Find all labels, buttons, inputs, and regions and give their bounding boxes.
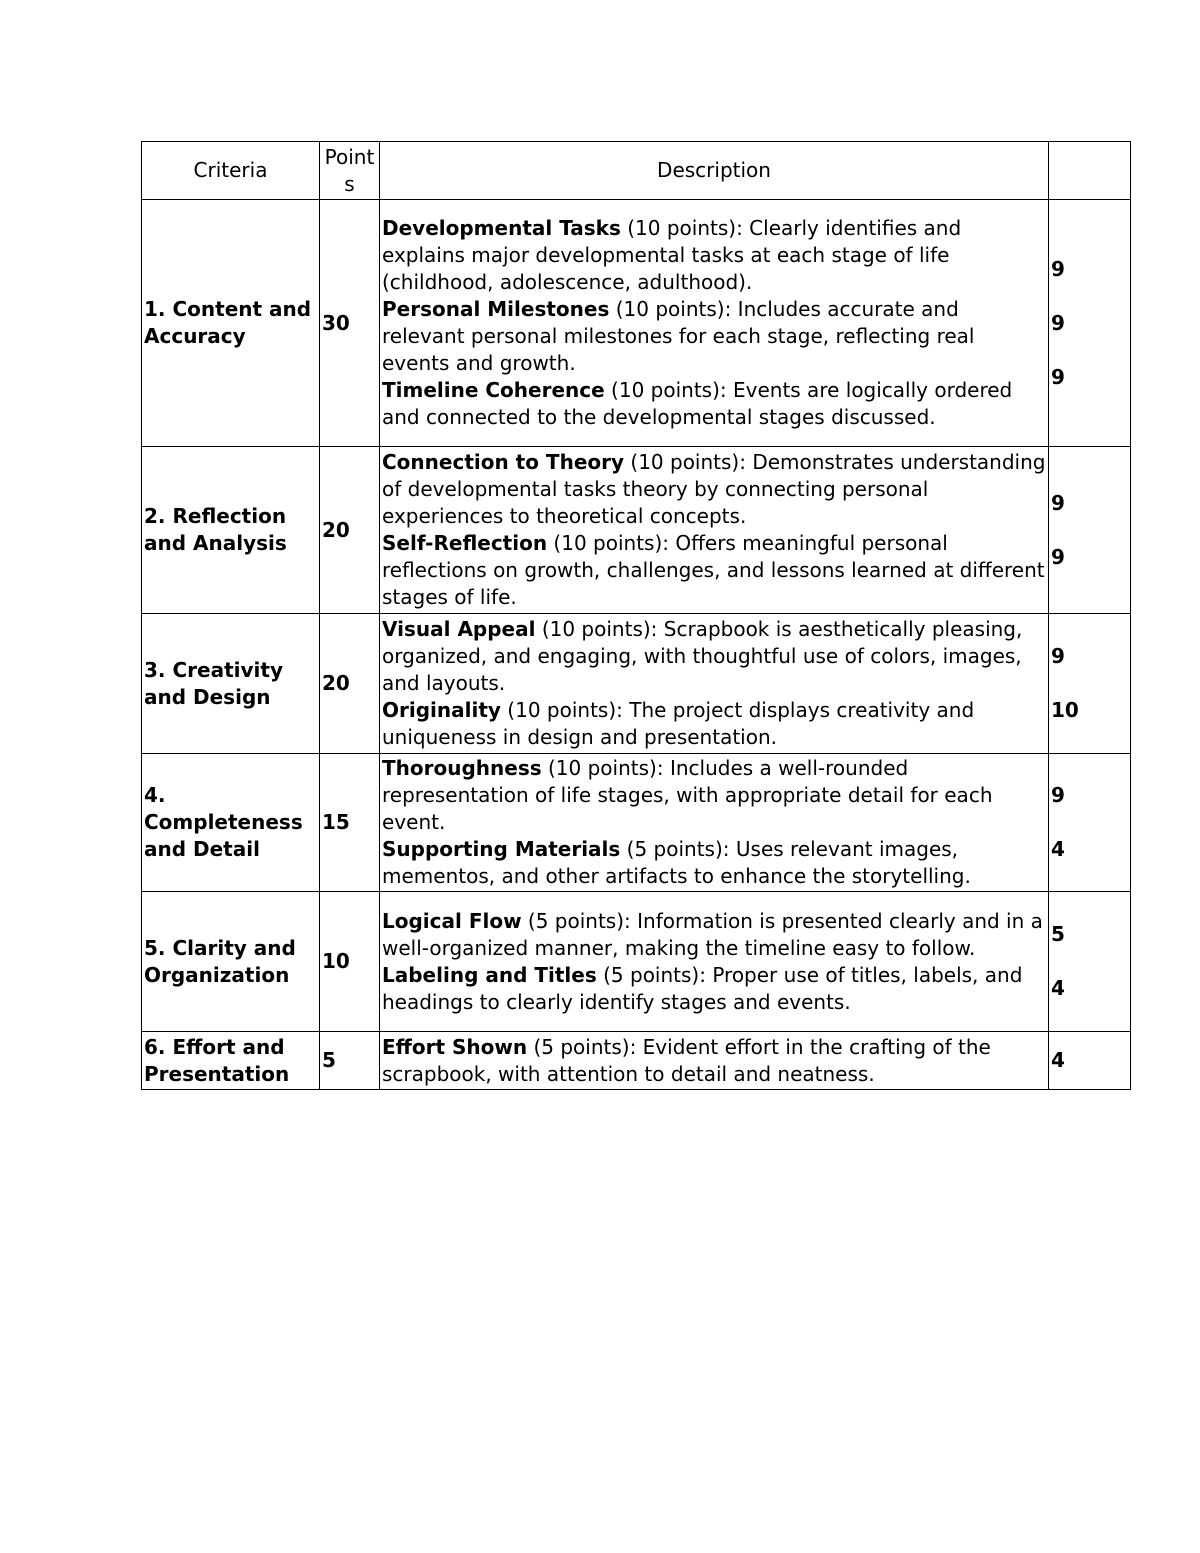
points-cell: 20 — [320, 614, 380, 754]
description-item — [382, 449, 1046, 530]
description-item — [382, 616, 1046, 697]
score-spacer — [1051, 283, 1128, 310]
item-weight: (10 points) — [535, 617, 651, 641]
table-row — [142, 447, 1131, 614]
description-cell — [380, 200, 1049, 447]
description-item — [382, 755, 1046, 836]
item-title: Connection to Theory — [382, 450, 625, 474]
points-cell: 30 — [320, 200, 380, 447]
score-cell — [1049, 1032, 1131, 1090]
item-text: : Proper use of titles, labels, and headings to clearly identify stages and events. — [382, 962, 1023, 1014]
item-title: Timeline Coherence — [382, 378, 605, 402]
item-text: : Scrapbook is aesthetically pleasing, organized, and engaging, with thoughtful use of colors, images, and layouts. — [382, 617, 1023, 695]
score-spacer — [1051, 337, 1128, 364]
item-text: : Uses relevant images, mementos, and other artifacts to enhance the storytelling. — [382, 837, 971, 888]
item-weight: (5 points) — [620, 837, 723, 861]
item-text: : Information is presented clearly and in a well-organized manner, making the timeline easy to follow. — [382, 908, 1043, 960]
item-weight: (5 points) — [596, 962, 700, 987]
description-item — [382, 296, 1046, 377]
item-weight: (10 points) — [609, 297, 725, 321]
score-value: 9 — [1051, 310, 1065, 335]
points-cell: 10 — [320, 892, 380, 1032]
item-text: : Clearly identifies and explains major developmental tasks at each stage of life (childhood, adolescence, adulthood). — [382, 216, 962, 294]
description-item — [382, 377, 1046, 431]
table-row — [142, 892, 1131, 1032]
item-weight: (5 points) — [527, 1034, 630, 1059]
criteria-cell: 1. Content and Accuracy — [142, 200, 320, 447]
table-row — [142, 200, 1131, 447]
item-weight: (10 points) — [604, 378, 720, 402]
header-description: Description — [380, 142, 1049, 200]
score-value: 4 — [1051, 837, 1065, 861]
item-text: : Includes a well-rounded representation of life stages, with appropriate detail for each event. — [382, 756, 993, 834]
item-title: Logical Flow — [382, 908, 522, 933]
criteria-cell: 5. Clarity and Organization — [142, 892, 320, 1032]
description-item — [382, 697, 1046, 751]
score-value: 9 — [1051, 644, 1065, 668]
item-title: Effort Shown — [382, 1034, 528, 1059]
score-cell — [1049, 892, 1131, 1032]
table-row — [142, 754, 1131, 892]
points-cell: 20 — [320, 447, 380, 614]
item-title: Self-Reflection — [382, 531, 548, 555]
item-text: : Evident effort in the crafting of the scrapbook, with attention to detail and neatness. — [382, 1034, 991, 1086]
description-item — [382, 962, 1046, 1016]
table-row — [142, 614, 1131, 754]
item-title: Personal Milestones — [382, 297, 610, 321]
score-spacer — [1051, 809, 1128, 836]
score-cell — [1049, 614, 1131, 754]
points-cell: 5 — [320, 1032, 380, 1090]
item-weight: (10 points) — [624, 450, 740, 474]
score-spacer — [1051, 948, 1128, 975]
item-text: : Includes accurate and relevant personal milestones for each stage, reflecting real events and growth. — [382, 297, 975, 375]
score-cell — [1049, 754, 1131, 892]
item-title: Originality — [382, 698, 501, 722]
item-title: Developmental Tasks — [382, 216, 621, 240]
score-value: 9 — [1051, 490, 1065, 515]
score-value: 5 — [1051, 922, 1065, 946]
header-score — [1049, 142, 1131, 200]
score-value: 9 — [1051, 256, 1065, 281]
table-row — [142, 1032, 1131, 1090]
item-text: : Events are logically ordered and connected to the developmental stages discussed. — [382, 378, 1013, 429]
item-title: Labeling and Titles — [382, 962, 597, 987]
item-title: Thoroughness — [382, 756, 542, 780]
description-item — [382, 836, 1046, 890]
score-spacer — [1051, 670, 1128, 697]
description-item — [382, 530, 1046, 611]
item-title: Supporting Materials — [382, 837, 621, 861]
description-cell — [380, 892, 1049, 1032]
description-cell — [380, 447, 1049, 614]
description-cell — [380, 1032, 1049, 1090]
description-cell — [380, 614, 1049, 754]
score-value: 10 — [1051, 698, 1079, 722]
score-value: 4 — [1051, 1048, 1065, 1072]
item-title: Visual Appeal — [382, 617, 536, 641]
criteria-cell: 6. Effort and Presentation — [142, 1032, 320, 1090]
score-spacer — [1051, 517, 1128, 544]
item-weight: (10 points) — [620, 216, 737, 240]
header-row — [142, 142, 1131, 200]
criteria-cell: 4. Completeness and Detail — [142, 754, 320, 892]
item-weight: (10 points) — [500, 698, 617, 722]
description-item — [382, 215, 1046, 296]
description-cell — [380, 754, 1049, 892]
header-criteria: Criteria — [142, 142, 320, 200]
item-weight: (5 points) — [521, 908, 625, 933]
score-value: 9 — [1051, 364, 1065, 389]
score-value: 4 — [1051, 976, 1065, 1000]
criteria-cell: 3. Creativity and Design — [142, 614, 320, 754]
rubric-table — [141, 141, 1131, 1090]
item-weight: (10 points) — [547, 531, 663, 555]
description-item — [382, 1034, 1046, 1088]
score-value: 9 — [1051, 783, 1065, 807]
item-text: : Demonstrates understanding of developmental tasks theory by connecting personal experiences to theoretical concepts. — [382, 450, 1046, 528]
description-item — [382, 908, 1046, 962]
points-cell: 15 — [320, 754, 380, 892]
score-value: 9 — [1051, 544, 1065, 569]
score-cell — [1049, 200, 1131, 447]
item-text: : Offers meaningful personal reflections on growth, challenges, and lessons learned at different stages of life. — [382, 531, 1045, 609]
item-text: : The project displays creativity and uniqueness in design and presentation. — [382, 698, 975, 749]
criteria-cell: 2. Reflection and Analysis — [142, 447, 320, 614]
score-cell — [1049, 447, 1131, 614]
item-weight: (10 points) — [541, 756, 657, 780]
header-points: Points — [320, 142, 380, 200]
